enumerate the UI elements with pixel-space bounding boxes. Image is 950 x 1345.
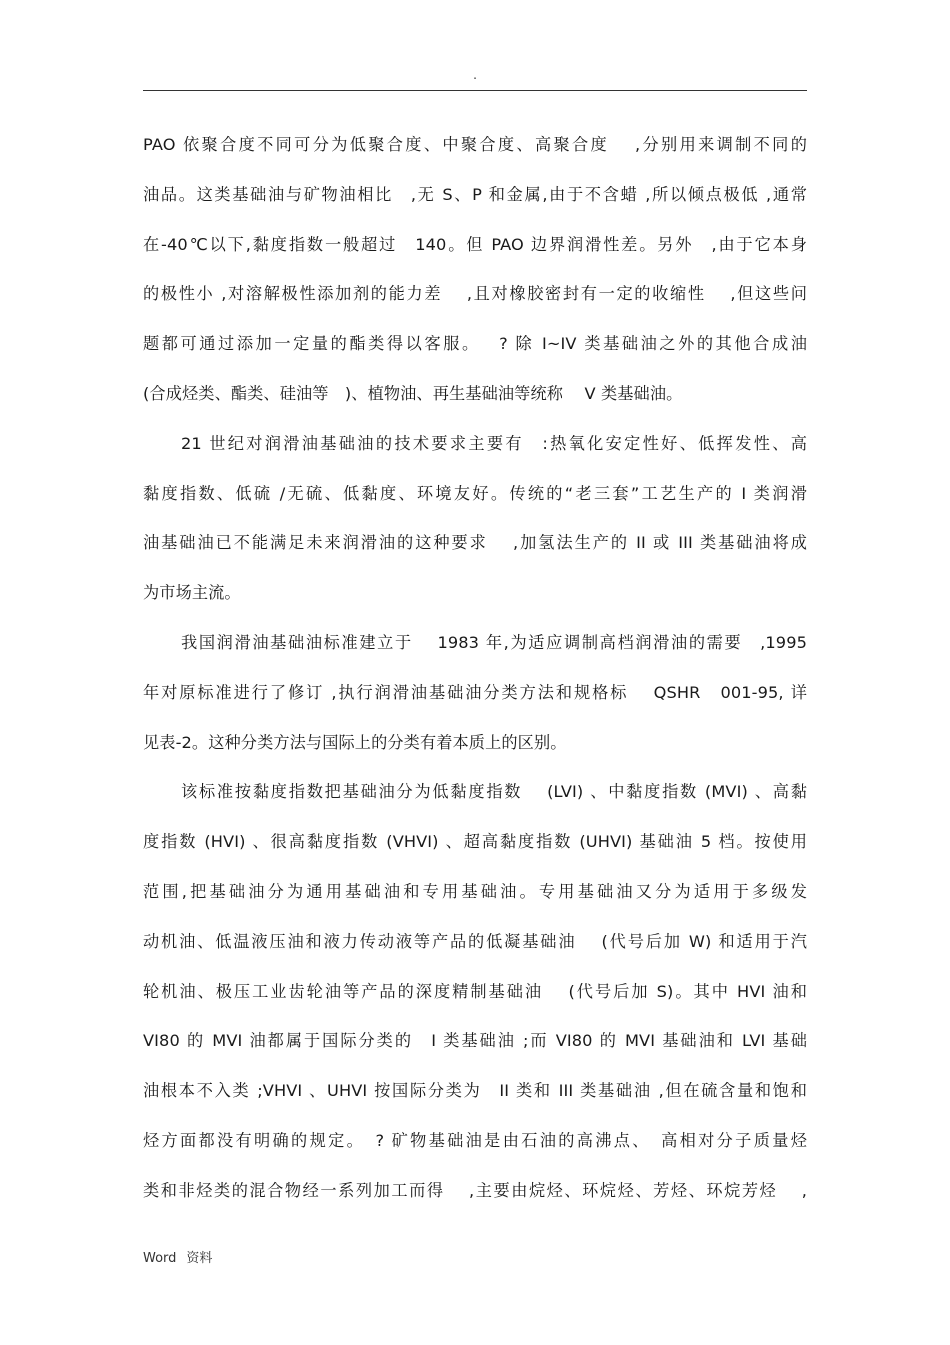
paragraph: [143, 618, 807, 767]
text-line: 题都可通过添加一定量的酯类得以客服。 ? 除 I~IV 类基础油之外的其他合成油: [143, 334, 807, 354]
text-line: PAO 依聚合度不同可分为低聚合度、中聚合度、高聚合度 ,分别用来调制不同的: [143, 135, 807, 154]
text-line: 度指数 (HVI) 、很高黏度指数 (VHVI) 、超高黏度指数 (UHVI) 基础油 5 档。按使用: [143, 832, 807, 852]
header-mark: .: [473, 68, 477, 82]
text-line: VI80 的 MVI 油都属于国际分类的 I 类基础油 ;而 VI80 的 MVI 基础油和 LVI 基础: [143, 1031, 807, 1051]
text-line: 21 世纪对润滑油基础油的技术要求主要有 :热氧化安定性好、低挥发性、高: [181, 433, 807, 453]
text-line: 类和非烃类的混合物经一系列加工而得 ,主要由烷烃、环烷烃、芳烃、环烷芳烃 ,: [143, 1180, 807, 1200]
text-line: 油根本不入类 ;VHVI 、UHVI 按国际分类为 II 类和 III 类基础油 ,但在硫含量和饱和: [143, 1081, 807, 1101]
text-line: 在-40℃以下,黏度指数一般超过 140。但 PAO 边界润滑性差。另外 ,由于它本身: [143, 234, 807, 254]
text-line: 为市场主流。: [143, 583, 241, 603]
text-line: (合成烃类、酯类、硅油等 )、植物油、再生基础油等统称 V 类基础油。: [143, 383, 683, 403]
document-body: [143, 120, 807, 1216]
text-line: 烃方面都没有明确的规定。 ? 矿物基础油是由石油的高沸点、 高相对分子质量烃: [143, 1130, 807, 1150]
text-line: 的极性小 ,对溶解极性添加剂的能力差 ,且对橡胶密封有一定的收缩性 ,但这些问: [143, 284, 807, 304]
footer-app-name: Word: [143, 1251, 177, 1266]
text-line: 油品。这类基础油与矿物油相比 ,无 S、P 和金属,由于不含蜡 ,所以倾点极低 ,通常: [143, 184, 807, 204]
text-line: 我国润滑油基础油标准建立于 1983 年,为适应调制高档润滑油的需要 ,1995: [181, 632, 807, 652]
text-line: 该标准按黏度指数把基础油分为低黏度指数 (LVI) 、中黏度指数 (MVI) 、高黏: [181, 782, 807, 802]
header-rule: [143, 90, 807, 91]
text-line: 范围,把基础油分为通用基础油和专用基础油。专用基础油又分为适用于多级发: [143, 881, 807, 901]
text-line: 动机油、低温液压油和液力传动液等产品的低凝基础油 (代号后加 W) 和适用于汽: [143, 931, 807, 951]
text-line: 油基础油已不能满足未来润滑油的这种要求 ,加氢法生产的 II 或 III 类基础油将成: [143, 533, 807, 553]
paragraph: [143, 419, 807, 618]
page-footer: [143, 1251, 212, 1267]
text-line: 黏度指数、低硫 /无硫、低黏度、环境友好。传统的“老三套”工艺生产的 I 类润滑: [143, 483, 807, 503]
footer-label: 资料: [186, 1251, 213, 1266]
text-line: 轮机油、极压工业齿轮油等产品的深度精制基础油 (代号后加 S)。其中 HVI 油和: [143, 981, 807, 1001]
paragraph: [143, 120, 807, 419]
text-line: 年对原标准进行了修订 ,执行润滑油基础油分类方法和规格标 QSHR 001-95, 详: [143, 682, 807, 702]
text-line: 见表-2。这种分类方法与国际上的分类有着本质上的区别。: [143, 732, 567, 752]
paragraph: [143, 767, 807, 1215]
